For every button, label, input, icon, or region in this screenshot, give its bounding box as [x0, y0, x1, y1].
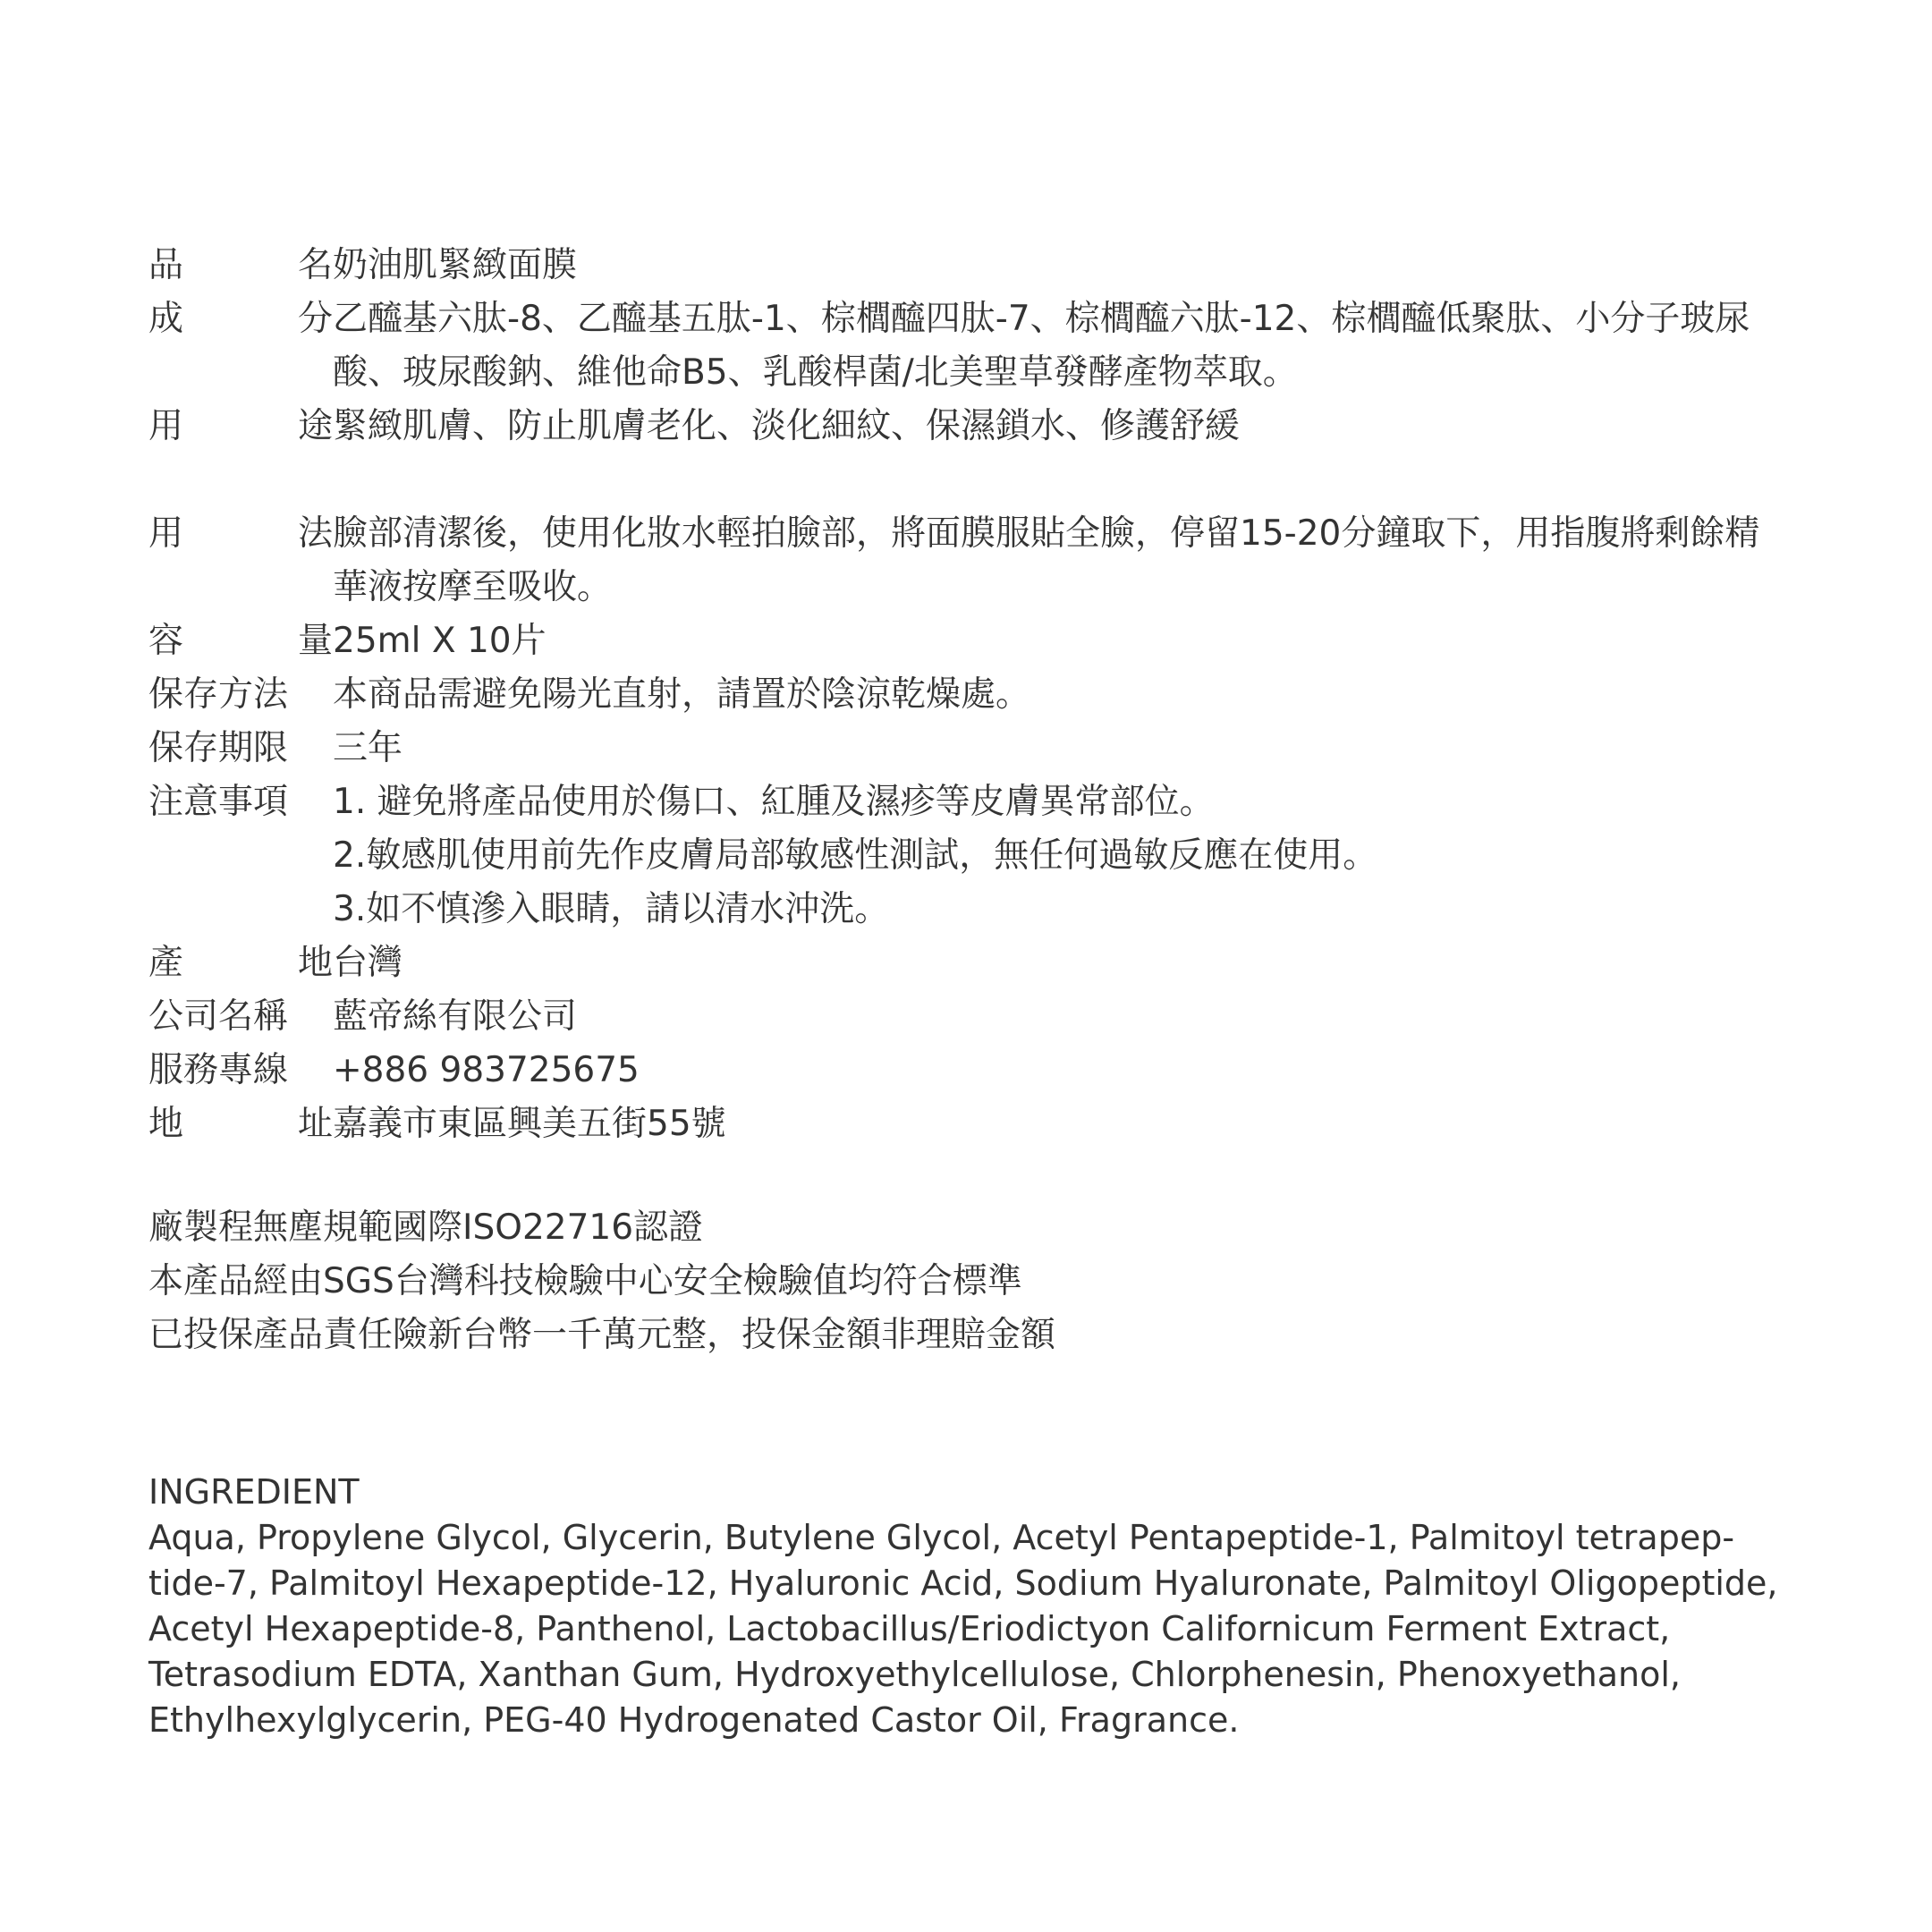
- ingredient-line: Ethylhexylglycerin, PEG-40 Hydrogenated Castor Oil, Fragrance.: [148, 1700, 1240, 1740]
- spec-value-name: 奶油肌緊緻面膜: [333, 245, 578, 285]
- product-label-sheet: [148, 239, 1830, 1743]
- spec-label-volume: 容 量: [148, 621, 333, 661]
- spec-value-ingredients: 乙醯基六肽-8、乙醯基五肽-1、棕櫚醯四肽-7、棕櫚醯六肽-12、棕櫚醯低聚肽、小分子玻尿 酸、玻尿酸鈉、維他命B5、乳酸桿菌/北美聖草發酵產物萃取。: [333, 299, 1750, 393]
- ingredient-line: Tetrasodium EDTA, Xanthan Gum, Hydroxyethylcellulose, Chlorphenesin, Phenoxyethanol,: [148, 1655, 1681, 1694]
- spec-label-precautions: 注意事項: [148, 782, 289, 822]
- note-insurance: 已投保產品責任險新台幣一千萬元整，投保金額非理賠金額: [148, 1315, 1056, 1355]
- spec-row-address: [148, 1097, 1830, 1151]
- spec-label-origin: 產 地: [148, 943, 333, 983]
- note-iso-certification: 廠製程無塵規範國際ISO22716認證: [148, 1208, 704, 1248]
- certification-notes: [148, 1201, 1830, 1362]
- spec-row-volume: [148, 614, 1830, 668]
- spec-value-precautions: 1. 避免將產品使用於傷口、紅腫及濕疹等皮膚異常部位。 2.敏感肌使用前先作皮膚局部敏感性測試，無任何過敏反應在使用。 3.如不慎滲入眼睛，請以清水沖洗。: [333, 782, 1378, 929]
- spec-row-company: [148, 990, 1830, 1044]
- spec-label-company: 公司名稱: [148, 996, 289, 1037]
- spec-value-directions: 臉部清潔後，使用化妝水輕拍臉部，將面膜服貼全臉，停留15-20分鐘取下，用指腹將剩餘精 華液按摩至吸收。: [333, 513, 1760, 607]
- spec-label-shelf-life: 保存期限: [148, 728, 289, 768]
- spec-label-name: 品 名: [148, 245, 333, 285]
- ingredient-line: Aqua, Propylene Glycol, Glycerin, Butylene Glycol, Acetyl Pentapeptide-1, Palmitoyl tetrapep-: [148, 1518, 1735, 1557]
- note-sgs-inspection: 本產品經由SGS台灣科技檢驗中心安全檢驗值均符合標準: [148, 1261, 1022, 1301]
- spec-value-usage: 緊緻肌膚、防止肌膚老化、淡化細紋、保濕鎖水、修護舒緩: [333, 406, 1241, 446]
- ingredient-line: tide-7, Palmitoyl Hexapeptide-12, Hyaluronic Acid, Sodium Hyaluronate, Palmitoyl Oligopeptide,: [148, 1563, 1778, 1603]
- spec-row-name: [148, 239, 1830, 292]
- spec-value-shelf-life: 三年: [333, 728, 403, 768]
- spec-label-address: 地 址: [148, 1104, 333, 1144]
- ingredient-section: [148, 1470, 1830, 1743]
- spec-label-hotline: 服務專線: [148, 1050, 289, 1090]
- spec-row-storage: [148, 668, 1830, 722]
- spec-label-directions: 用 法: [148, 513, 333, 554]
- spec-row-directions: [148, 507, 1830, 614]
- spec-row-origin: [148, 936, 1830, 990]
- ingredient-title: INGREDIENT: [148, 1472, 360, 1512]
- spec-value-hotline: +886 983725675: [333, 1050, 640, 1090]
- ingredient-line: Acetyl Hexapeptide-8, Panthenol, Lactobacillus/Eriodictyon Californicum Ferment Extract,: [148, 1609, 1671, 1648]
- spec-row-precautions: [148, 775, 1830, 936]
- spec-row-hotline: [148, 1044, 1830, 1097]
- spec-value-storage: 本商品需避免陽光直射，請置於陰涼乾燥處。: [333, 674, 1031, 715]
- spec-value-company: 藍帝絲有限公司: [333, 996, 578, 1037]
- spec-value-address: 嘉義市東區興美五街55號: [333, 1104, 726, 1144]
- spec-value-volume: 25ml X 10片: [333, 621, 547, 661]
- spec-label-storage: 保存方法: [148, 674, 289, 715]
- spec-label-ingredients: 成 分: [148, 299, 333, 339]
- spec-row-ingredients: [148, 292, 1830, 400]
- spec-value-origin: 台灣: [333, 943, 403, 983]
- spec-label-usage: 用 途: [148, 406, 333, 446]
- spec-row-shelf-life: [148, 722, 1830, 775]
- spec-row-usage: [148, 400, 1830, 453]
